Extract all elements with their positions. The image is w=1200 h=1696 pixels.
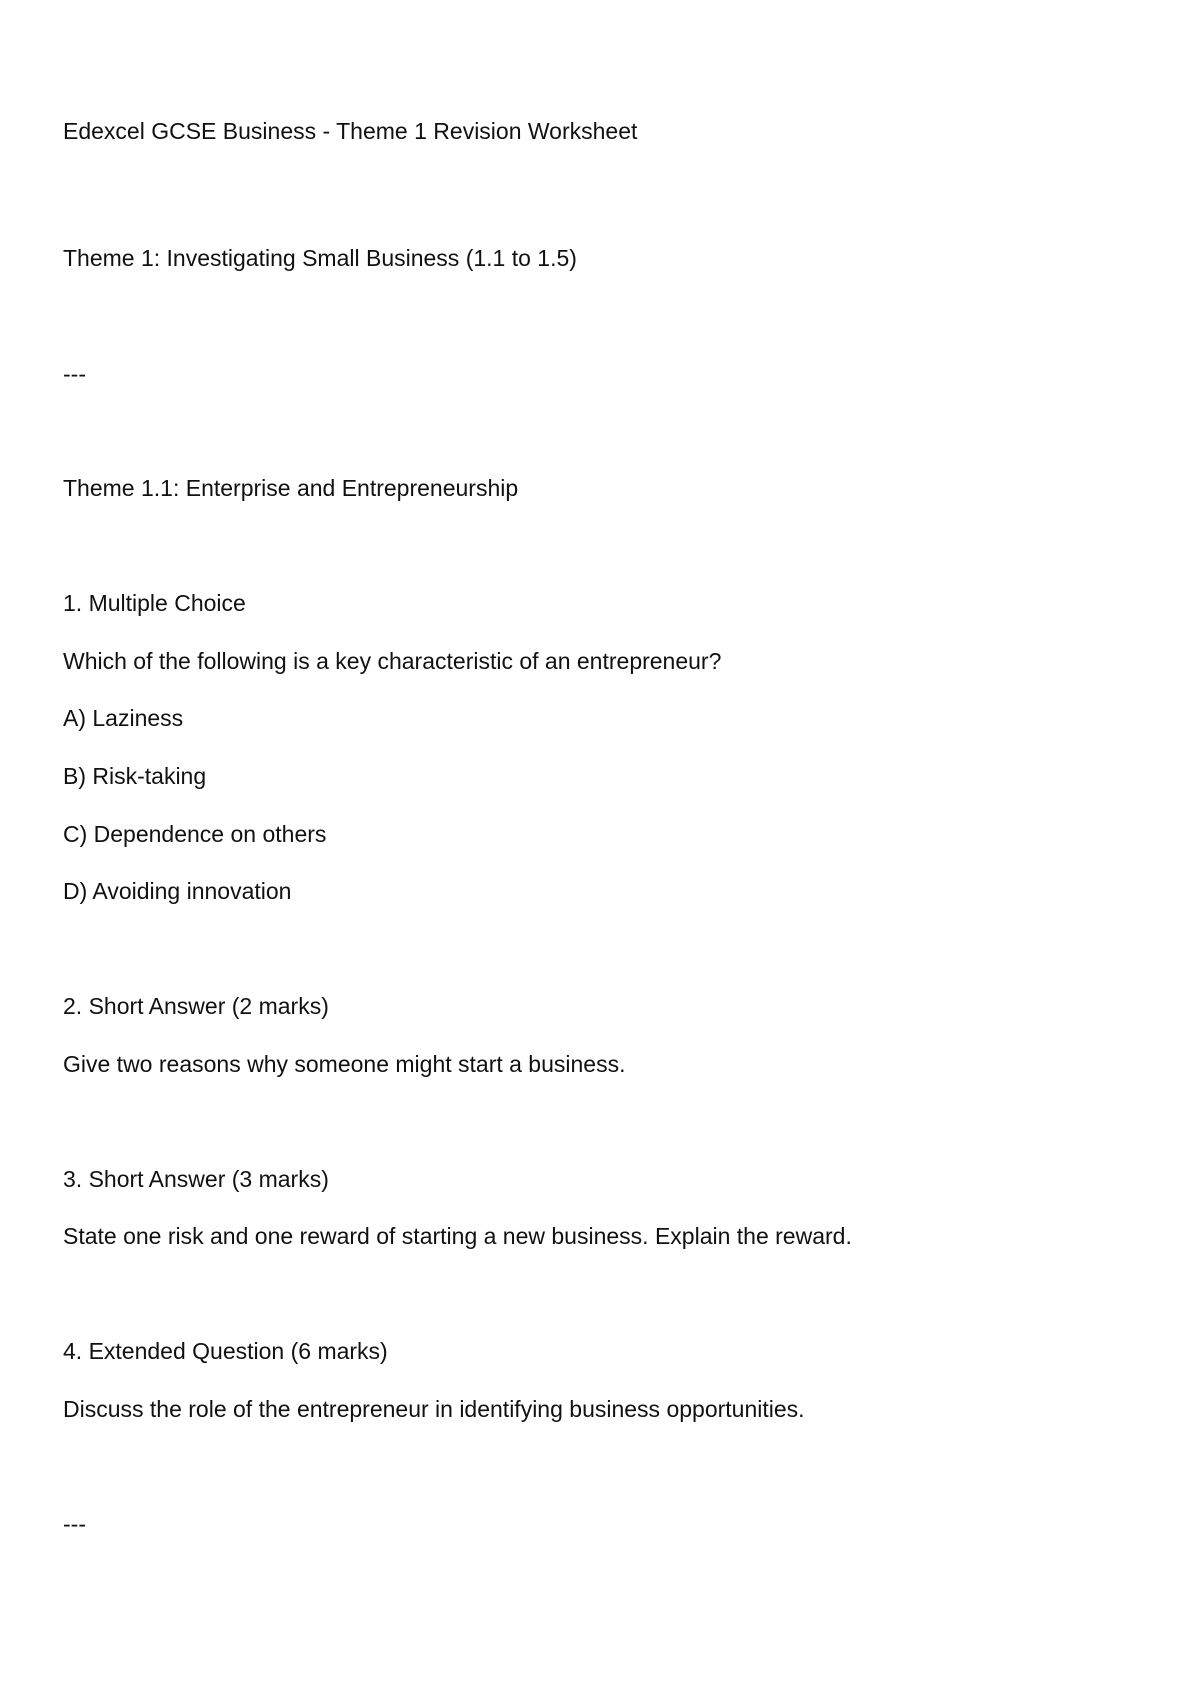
question-prompt: State one risk and one reward of starting a new business. Explain the reward. (63, 1223, 852, 1249)
question-heading: 3. Short Answer (3 marks) (63, 1166, 329, 1192)
answer-option-a: A) Laziness (63, 705, 184, 731)
answer-option-d: D) Avoiding innovation (63, 878, 292, 904)
separator: --- (63, 361, 86, 387)
section-heading: Theme 1.1: Enterprise and Entrepreneurship (63, 475, 519, 501)
question-heading: 2. Short Answer (2 marks) (63, 993, 329, 1019)
question-prompt: Which of the following is a key characteristic of an entrepreneur? (63, 648, 722, 674)
answer-option-c: C) Dependence on others (63, 821, 327, 847)
question-heading: 1. Multiple Choice (63, 590, 246, 616)
question-prompt: Give two reasons why someone might start a business. (63, 1051, 626, 1077)
document-title: Edexcel GCSE Business - Theme 1 Revision Worksheet (63, 118, 638, 144)
theme-heading: Theme 1: Investigating Small Business (1.1 to 1.5) (63, 245, 577, 271)
question-heading: 4. Extended Question (6 marks) (63, 1338, 388, 1364)
separator: --- (63, 1511, 86, 1537)
answer-option-b: B) Risk-taking (63, 763, 207, 789)
question-prompt: Discuss the role of the entrepreneur in identifying business opportunities. (63, 1396, 805, 1422)
